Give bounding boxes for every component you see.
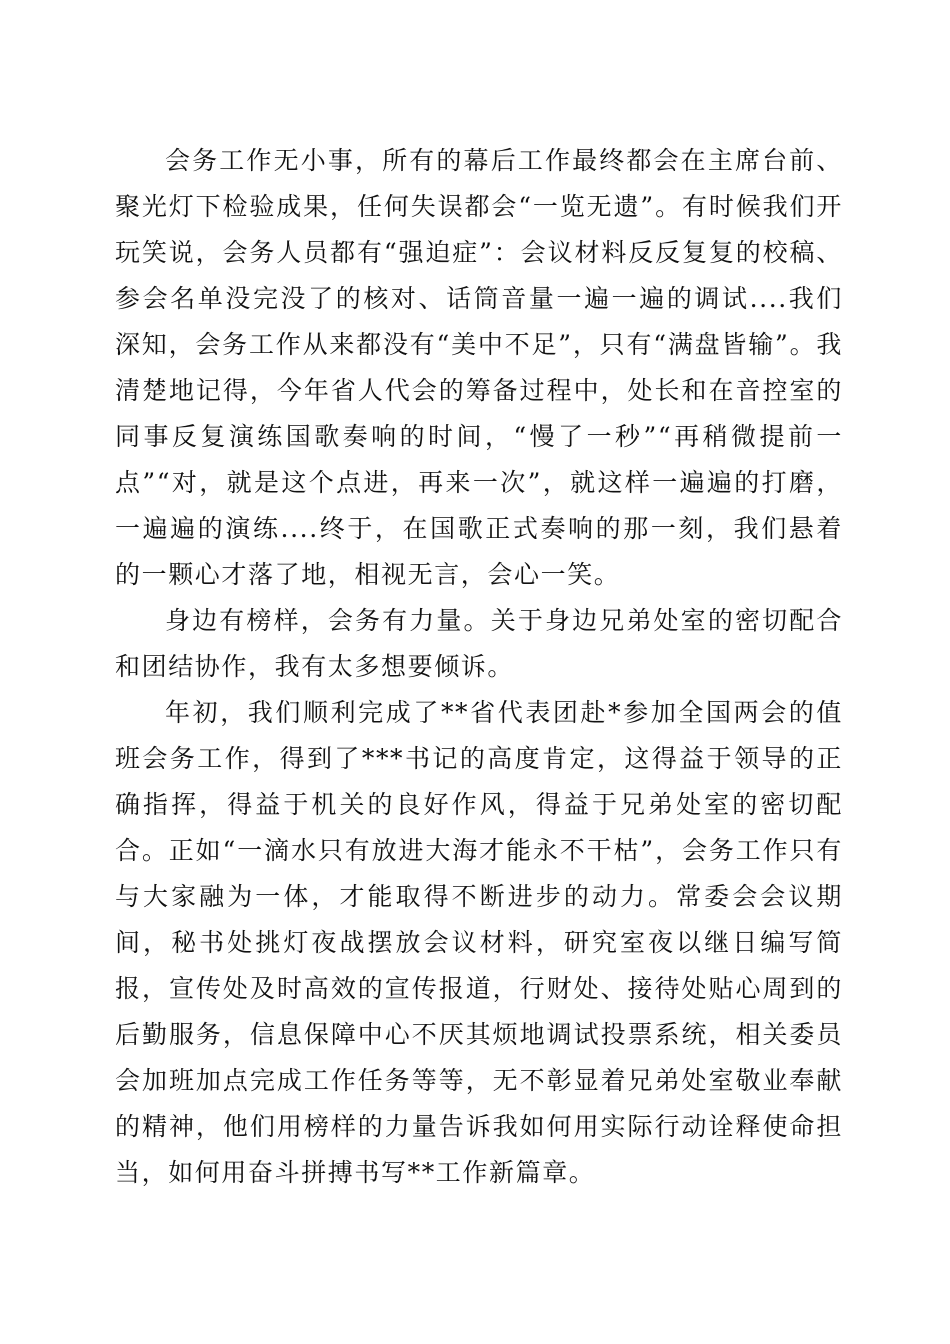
paragraph-1: 会务工作无小事，所有的幕后工作最终都会在主席台前、聚光灯下检验成果，任何失误都会“一览无遗”。有时候我们开玩笑说，会务人员都有“强迫症”：会议材料反反复复的校稿、参会名单没完没了的核对、话筒音量一遍一遍的调试....我们深知，会务工作从来都没有“美中不足”，只有“满盘皆输”。我清楚地记得，今年省人代会的筹备过程中，处长和在音控室的同事反复演练国歌奏响的时间，“慢了一秒”“再稍微提前一点”“对，就是这个点进，再来一次”，就这样一遍遍的打磨，一遍遍的演练....终于，在国歌正式奏响的那一刻，我们悬着的一颗心才落了地，相视无言，会心一笑。 bbox=[115, 146, 843, 589]
paragraph-2: 身边有榜样，会务有力量。关于身边兄弟处室的密切配合和团结协作，我有太多想要倾诉。 bbox=[115, 606, 843, 681]
document-body bbox=[115, 138, 843, 1196]
paragraph-3: 年初，我们顺利完成了**省代表团赴*参加全国两会的值班会务工作，得到了***书记的高度肯定，这得益于领导的正确指挥，得益于机关的良好作风，得益于兄弟处室的密切配合。正如“一滴水只有放进大海才能永不干枯”，会务工作只有与大家融为一体，才能取得不断进步的动力。常委会会议期间，秘书处挑灯夜战摆放会议材料，研究室夜以继日编写简报，宣传处及时高效的宣传报道，行财处、接待处贴心周到的后勤服务，信息保障中心不厌其烦地调试投票系统，相关委员会加班加点完成工作任务等等，无不彰显着兄弟处室敬业奉献的精神，他们用榜样的力量告诉我如何用实际行动诠释使命担当，如何用奋斗拼搏书写**工作新篇章。 bbox=[115, 698, 843, 1187]
